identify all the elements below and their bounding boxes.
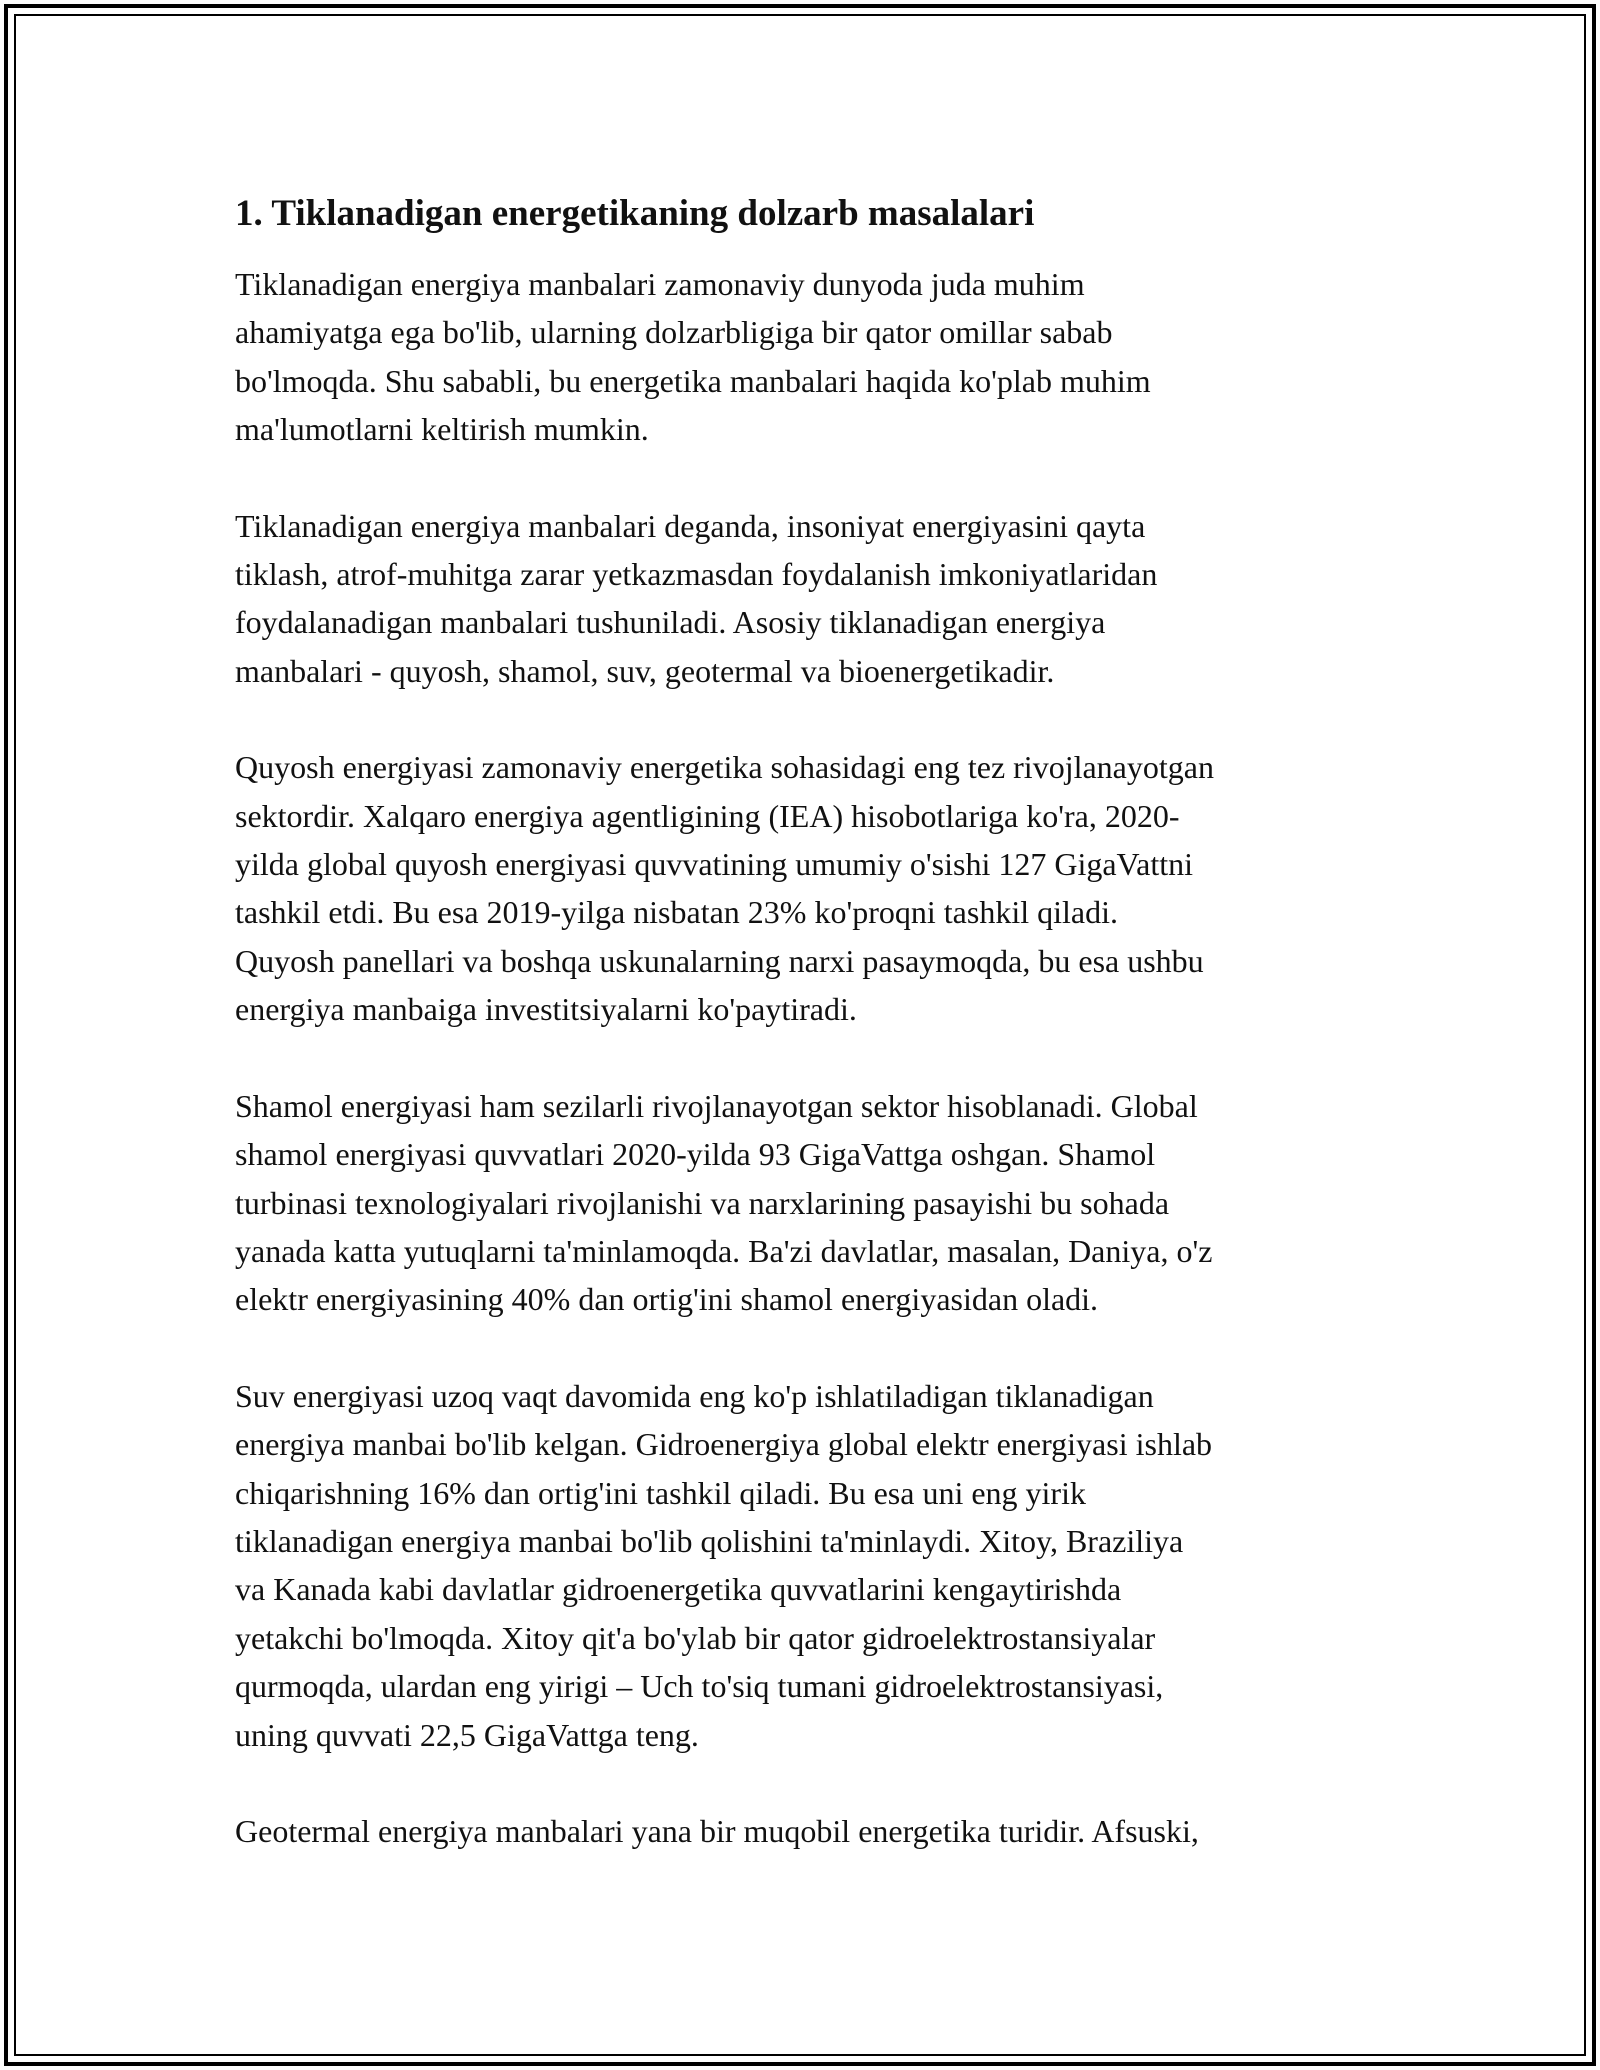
text-line: tashkil etdi. Bu esa 2019-yilga nisbatan 23% ko'proqni tashkil qiladi. [235, 894, 1118, 931]
paragraph-definition [235, 502, 1375, 696]
text-line: elektr energiyasining 40% dan ortig'ini shamol energiyasidan oladi. [235, 1281, 1099, 1318]
text-line: foydalanadigan manbalari tushuniladi. Asosiy tiklanadigan energiya [235, 604, 1106, 641]
text-line: va Kanada kabi davlatlar gidroenergetika quvvatlarini kengaytirishda [235, 1571, 1122, 1608]
paragraph-intro [235, 260, 1375, 454]
text-line: Tiklanadigan energiya manbalari deganda, insoniyat energiyasini qayta [235, 507, 1146, 544]
text-line: Tiklanadigan energiya manbalari zamonaviy dunyoda juda muhim [235, 266, 1085, 302]
text-line: yilda global quyosh energiyasi quvvatining umumiy o'sishi 127 GigaVattni [235, 846, 1193, 883]
text-line: ma'lumotlarni keltirish mumkin. [235, 411, 649, 448]
paragraph-wind [235, 1082, 1375, 1324]
paragraph-geothermal [235, 1807, 1375, 1855]
text-line: Suv energiyasi uzoq vaqt davomida eng ko'p ishlatiladigan tiklanadigan [235, 1377, 1154, 1414]
text-line: Quyosh panellari va boshqa uskunalarning narxi pasaymoqda, bu esa ushbu [235, 942, 1204, 979]
paragraph-solar [235, 743, 1375, 1033]
text-line: qurmoqda, ulardan eng yirigi – Uch to'siq tumani gidroelektrostansiyasi, [235, 1668, 1164, 1705]
section-heading: 1. Tiklanadigan energetikaning dolzarb masalalari [235, 193, 1035, 234]
text-line: chiqarishning 16% dan ortig'ini tashkil qiladi. Bu esa uni eng yirik [235, 1474, 1086, 1511]
text-line: Quyosh energiyasi zamonaviy energetika sohasidagi eng tez rivojlanayotgan [235, 749, 1214, 786]
text-line: yanada katta yutuqlarni ta'minlamoqda. Ba'zi davlatlar, masalan, Daniya, o'z [235, 1232, 1213, 1269]
text-line: energiya manbaiga investitsiyalarni ko'paytiradi. [235, 991, 857, 1028]
text-line: Shamol energiyasi ham sezilarli rivojlanayotgan sektor hisoblanadi. Global [235, 1087, 1198, 1124]
text-line: manbalari - quyosh, shamol, suv, geotermal va bioenergetikadir. [235, 652, 1055, 689]
text-line: tiklanadigan energiya manbai bo'lib qolishini ta'minlaydi. Xitoy, Braziliya [235, 1522, 1184, 1559]
text-line: uning quvvati 22,5 GigaVattga teng. [235, 1716, 699, 1753]
text-line: ahamiyatga ega bo'lib, ularning dolzarbligiga bir qator omillar sabab [235, 314, 1113, 351]
document-body [235, 190, 1375, 1903]
text-line: bo'lmoqda. Shu sababli, bu energetika manbalari haqida ko'plab muhim [235, 362, 1151, 399]
paragraph-hydro [235, 1372, 1375, 1759]
text-line: shamol energiyasi quvvatlari 2020-yilda 93 GigaVattga oshgan. Shamol [235, 1136, 1156, 1173]
text-line: turbinasi texnologiyalari rivojlanishi va narxlarining pasayishi bu sohada [235, 1184, 1170, 1221]
text-line: tiklash, atrof-muhitga zarar yetkazmasdan foydalanish imkoniyatlaridan [235, 556, 1158, 593]
text-line: sektordir. Xalqaro energiya agentligining (IEA) hisobotlariga ko'ra, 2020- [235, 797, 1180, 834]
text-line: energiya manbai bo'lib kelgan. Gidroenergiya global elektr energiyasi ishlab [235, 1426, 1213, 1463]
text-line: yetakchi bo'lmoqda. Xitoy qit'a bo'ylab bir qator gidroelektrostansiyalar [235, 1619, 1156, 1656]
text-line: Geotermal energiya manbalari yana bir muqobil energetika turidir. Afsuski, [235, 1812, 1199, 1849]
